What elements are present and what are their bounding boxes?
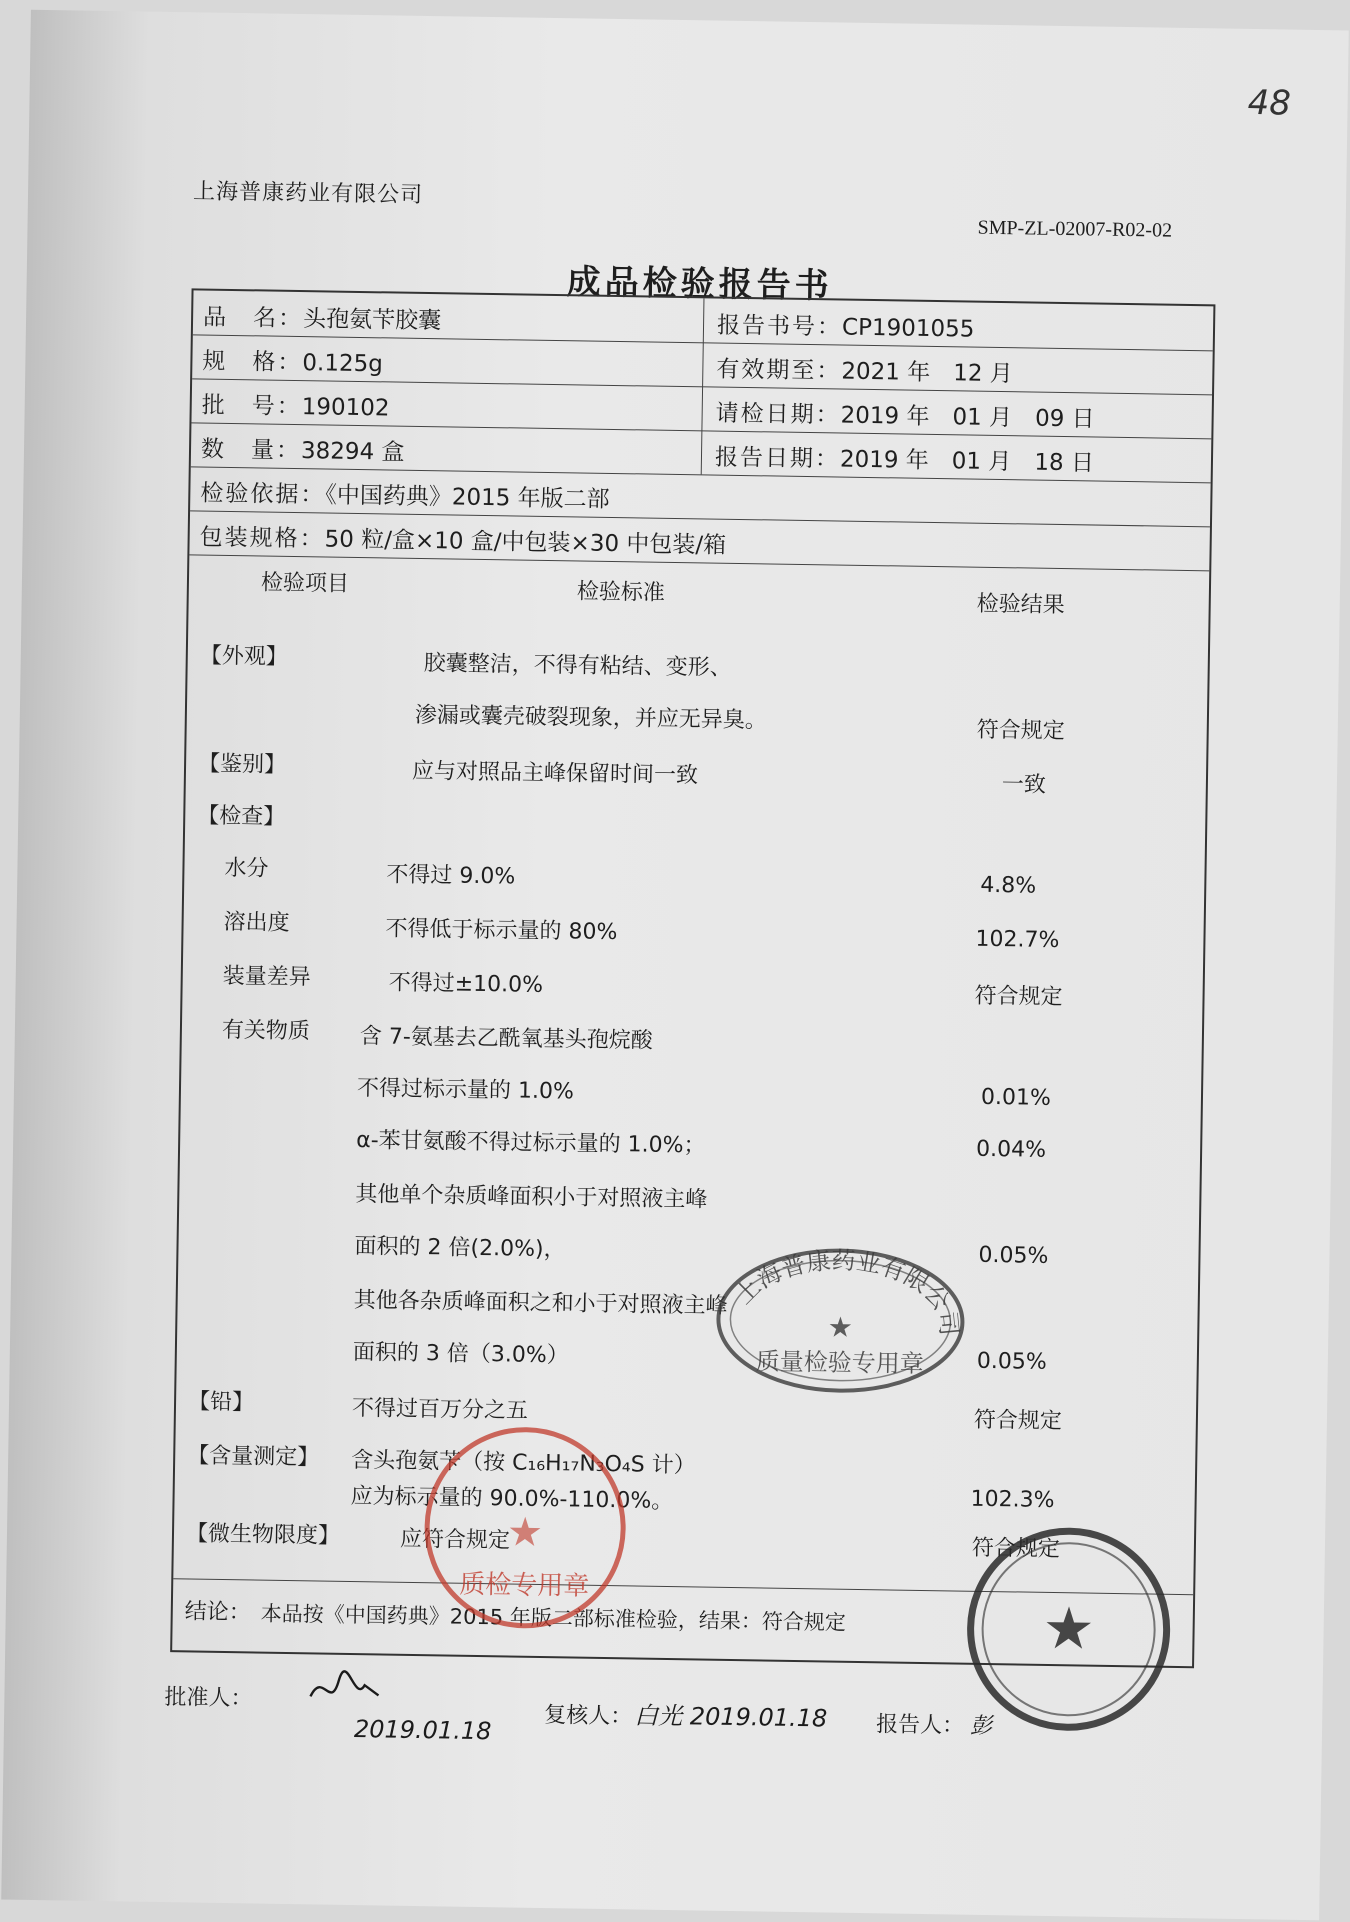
basis-field	[200, 474, 610, 513]
row-dissolution-standard: 不得低于标示量的 80%	[385, 916, 618, 946]
quantity-field	[201, 430, 405, 466]
batch-label: 批 号：	[201, 392, 302, 421]
row-related-standard-5: 面积的 2 倍(2.0%)，	[354, 1234, 566, 1263]
row-related-standard-3: α-苯甘氨酸不得过标示量的 1.0%；	[356, 1128, 706, 1159]
report-date-value: 2019 年 01 月 18 日	[839, 446, 1095, 477]
row-related-standard-2: 不得过标示量的 1.0%	[356, 1076, 575, 1105]
row-lead-result: 符合规定	[973, 1407, 1063, 1435]
quality-red-stamp	[413, 1416, 636, 1639]
svg-text:★: ★	[1042, 1593, 1096, 1663]
row-appearance-item: 【外观】	[199, 643, 288, 670]
product-field	[203, 299, 441, 336]
conclusion-label: 结论：	[184, 1599, 251, 1626]
report-number-label: 报告书号：	[716, 312, 843, 341]
spec-field	[202, 343, 383, 379]
row-related-item: 有关物质	[221, 1017, 311, 1045]
expiry-label: 有效期至：	[716, 356, 842, 385]
page-number: 48	[1247, 82, 1292, 124]
report-number-field	[717, 307, 975, 344]
quantity-value: 38294 盒	[300, 438, 405, 466]
row-dissolution-item: 溶出度	[223, 909, 290, 936]
batch-field	[202, 386, 390, 422]
batch-value: 190102	[301, 394, 390, 422]
row-appearance-standard-1: 胶囊整洁，不得有粘结、变形、	[423, 651, 732, 681]
column-header-item: 检验项目	[260, 570, 350, 597]
row-moisture-result: 4.8%	[980, 872, 1037, 899]
request-date-field	[715, 395, 1094, 434]
report-title: 成品检验报告书	[566, 262, 833, 307]
row-related-standard-7: 面积的 3 倍（3.0%）	[352, 1339, 569, 1369]
report-sheet	[1, 10, 1349, 1920]
row-related-standard-1: 含 7-氨基去乙酰氧基头孢烷酸	[359, 1024, 653, 1054]
row-microbial-standard: 应符合规定	[399, 1526, 511, 1554]
row-appearance-standard-2: 渗漏或囊壳破裂现象，并应无异臭。	[414, 702, 768, 734]
expiry-value: 2021 年 12 月	[841, 358, 1013, 388]
approver-signature	[304, 1666, 385, 1711]
spec-label: 规 格：	[202, 348, 303, 377]
report-date-label: 报告日期：	[714, 444, 841, 473]
row-lead-item: 【铅】	[187, 1389, 255, 1416]
request-date-label: 请检日期：	[715, 400, 841, 429]
reporter-label: 报告人：	[875, 1712, 965, 1739]
row-microbial-item: 【微生物限度】	[185, 1521, 341, 1549]
row-microbial-result: 符合规定	[971, 1535, 1061, 1563]
basis-value: 《中国药典》2015 年版二部	[325, 482, 610, 513]
company-name: 上海普康药业有限公司	[192, 179, 424, 208]
row-assay-item: 【含量测定】	[187, 1443, 320, 1471]
packaging-value: 50 粒/盒×10 盒/中包装×30 中包装/箱	[324, 526, 727, 559]
row-related-result-5: 0.05%	[978, 1242, 1049, 1269]
reviewer-label: 复核人：	[543, 1703, 633, 1730]
row-related-result-7: 0.05%	[976, 1348, 1047, 1375]
row-identification-item: 【鉴别】	[197, 751, 287, 778]
row-assay-standard-1: 含头孢氨苄（按 C₁₆H₁₇N₃O₄S 计）	[350, 1447, 696, 1479]
row-moisture-item: 水分	[224, 855, 269, 882]
product-label: 品 名：	[202, 304, 304, 333]
report-table	[170, 288, 1215, 1668]
row-appearance-result: 符合规定	[976, 717, 1065, 745]
qc-stamp-top-text: 上海普康药业有限公司	[729, 1246, 964, 1337]
row-related-result-3: 0.04%	[975, 1136, 1047, 1163]
product-value: 头孢氨苄胶囊	[302, 306, 442, 335]
column-header-standard: 检验标准	[576, 579, 666, 606]
quantity-label: 数 量：	[200, 436, 302, 465]
column-header-result: 检验结果	[976, 591, 1065, 619]
qc-inspection-stamp	[709, 1239, 971, 1403]
row-dissolution-result: 102.7%	[975, 926, 1060, 954]
row-lead-standard: 不得过百万分之五	[351, 1395, 529, 1424]
row-related-standard-6: 其他各杂质峰面积之和小于对照液主峰	[353, 1287, 728, 1319]
packaging-label: 包装规格：	[199, 524, 325, 553]
row-related-result-2: 0.01%	[980, 1084, 1052, 1111]
request-date-value: 2019 年 01 月 09 日	[840, 402, 1095, 433]
row-identification-standard: 应与对照品主峰保留时间一致	[411, 758, 699, 789]
approver-label: 批准人：	[164, 1685, 253, 1712]
row-inspection-heading: 【检查】	[197, 803, 286, 830]
row-related-standard-4: 其他单个杂质峰面积小于对照液主峰	[355, 1182, 708, 1213]
report-number-value: CP1901055	[841, 314, 975, 343]
row-assay-standard-2: 应为标示量的 90.0%-110.0%。	[350, 1483, 674, 1515]
row-fill-variation-item: 装量差异	[222, 963, 311, 991]
row-identification-result: 一致	[1001, 772, 1047, 798]
svg-text:★: ★	[827, 1310, 854, 1344]
svg-text:★: ★	[506, 1509, 544, 1556]
reviewer-signature-date: 白光 2019.01.18	[633, 1701, 828, 1733]
conclusion-text: 本品按《中国药典》2015 年版二部标准检验，结果：符合规定	[260, 1601, 847, 1635]
reporter-signature: 彭	[969, 1713, 993, 1740]
packaging-field	[199, 518, 726, 559]
red-stamp-text: 质检专用章	[458, 1569, 590, 1602]
row-moisture-standard: 不得过 9.0%	[386, 862, 516, 890]
basis-label: 检验依据：	[200, 480, 326, 509]
row-assay-result: 102.3%	[970, 1486, 1055, 1514]
qc-stamp-bottom-text: 质量检验专用章	[755, 1347, 924, 1378]
company-seal-stamp	[952, 1512, 1186, 1746]
row-fill-variation-standard: 不得过±10.0%	[388, 970, 544, 998]
document-code: SMP-ZL-02007-R02-02	[977, 216, 1173, 242]
spec-value: 0.125g	[302, 350, 384, 378]
expiry-field	[716, 351, 1013, 389]
approver-date: 2019.01.18	[353, 1715, 492, 1746]
row-fill-variation-result: 符合规定	[974, 983, 1063, 1011]
report-date-field	[715, 439, 1094, 478]
